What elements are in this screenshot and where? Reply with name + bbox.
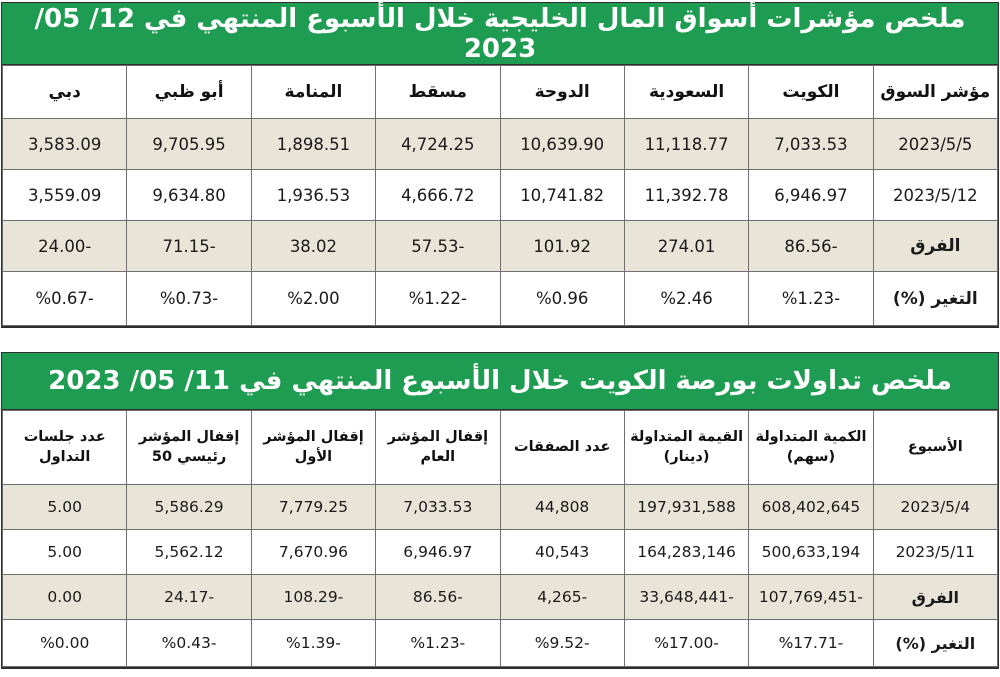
value-cell: 11,118.77 xyxy=(624,119,748,170)
value-cell: 197,931,588 xyxy=(624,485,748,530)
row-label-cell: 2023/5/5 xyxy=(873,119,997,170)
table-header xyxy=(3,411,998,485)
column-header-line1: السعودية xyxy=(648,82,725,102)
value-cell: 5.00 xyxy=(3,530,127,575)
value-cell: %0.67- xyxy=(3,272,127,326)
value-cell: %0.43- xyxy=(127,620,251,667)
value-cell: 9,634.80 xyxy=(127,170,251,221)
value-cell: 6,946.97 xyxy=(749,170,873,221)
column-header xyxy=(500,411,624,485)
value-cell: 5,586.29 xyxy=(127,485,251,530)
value-cell: 24.17- xyxy=(127,575,251,620)
value-cell: 7,033.53 xyxy=(749,119,873,170)
value-cell: 3,583.09 xyxy=(3,119,127,170)
column-header-line1: دبي xyxy=(48,82,81,102)
value-cell: 500,633,194 xyxy=(749,530,873,575)
value-cell: 4,666.72 xyxy=(376,170,500,221)
value-cell: 1,898.51 xyxy=(251,119,375,170)
value-cell: %17.71- xyxy=(749,620,873,667)
value-cell: 4,724.25 xyxy=(376,119,500,170)
value-cell: 71.15- xyxy=(127,221,251,272)
column-header xyxy=(376,66,500,119)
column-header xyxy=(3,411,127,485)
gulf-markets-table xyxy=(2,65,998,326)
value-cell: %1.23- xyxy=(749,272,873,326)
column-header-line1: الدوحة xyxy=(534,82,590,102)
table-row xyxy=(3,485,998,530)
value-cell: %2.00 xyxy=(251,272,375,326)
header-row xyxy=(3,411,998,485)
column-header-line2: التداول xyxy=(39,448,91,465)
value-cell: %17.00- xyxy=(624,620,748,667)
column-header xyxy=(624,66,748,119)
value-cell: 5.00 xyxy=(3,485,127,530)
column-header-line1: عدد جلسات xyxy=(23,428,106,445)
value-cell: 57.53- xyxy=(376,221,500,272)
column-header xyxy=(127,411,251,485)
column-header xyxy=(624,411,748,485)
value-cell: 40,543 xyxy=(500,530,624,575)
value-cell: %1.22- xyxy=(376,272,500,326)
column-header-line1: الكمية المتداولة xyxy=(755,428,867,445)
table-title: ملخص مؤشرات أسواق المال الخليجية خلال الأسبوع المنتهي في 12/ 05/ 2023 xyxy=(2,3,998,65)
column-header xyxy=(749,66,873,119)
column-header xyxy=(873,411,997,485)
value-cell: 7,033.53 xyxy=(376,485,500,530)
column-header-line1: الكويت xyxy=(782,82,840,102)
table-row xyxy=(3,530,998,575)
value-cell: %1.39- xyxy=(251,620,375,667)
header-row xyxy=(3,66,998,119)
column-header-line1: إقفال المؤشر xyxy=(138,428,240,445)
value-cell: %9.52- xyxy=(500,620,624,667)
row-label-cell: 2023/5/4 xyxy=(873,485,997,530)
value-cell: %0.00 xyxy=(3,620,127,667)
value-cell: 86.56- xyxy=(376,575,500,620)
row-label-cell: التغير (%) xyxy=(873,620,997,667)
value-cell: 274.01 xyxy=(624,221,748,272)
value-cell: 101.92 xyxy=(500,221,624,272)
value-cell: %2.46 xyxy=(624,272,748,326)
value-cell: 10,639.90 xyxy=(500,119,624,170)
column-header-line1: المنامة xyxy=(284,82,343,102)
row-label-cell: الفرق xyxy=(873,575,997,620)
value-cell: 107,769,451- xyxy=(749,575,873,620)
column-header-line2: (دينار) xyxy=(663,448,710,465)
value-cell: 9,705.95 xyxy=(127,119,251,170)
kuwait-boursa-trading-section xyxy=(1,352,999,669)
value-cell: 108.29- xyxy=(251,575,375,620)
column-header xyxy=(376,411,500,485)
value-cell: 6,946.97 xyxy=(376,530,500,575)
column-header-line2: العام xyxy=(420,448,456,465)
value-cell: 3,559.09 xyxy=(3,170,127,221)
column-header-line1: إقفال المؤشر xyxy=(387,428,489,445)
value-cell: 86.56- xyxy=(749,221,873,272)
column-header-line1: القيمة المتداولة xyxy=(630,428,744,445)
value-cell: %1.23- xyxy=(376,620,500,667)
column-header-line1: إقفال المؤشر xyxy=(263,428,364,445)
table-row xyxy=(3,170,998,221)
value-cell: 7,779.25 xyxy=(251,485,375,530)
table-body xyxy=(3,485,998,667)
table-body xyxy=(3,119,998,326)
value-cell: 7,670.96 xyxy=(251,530,375,575)
table-row xyxy=(3,119,998,170)
value-cell: 10,741.82 xyxy=(500,170,624,221)
value-cell: 11,392.78 xyxy=(624,170,748,221)
row-label-cell: 2023/5/12 xyxy=(873,170,997,221)
value-cell: 608,402,645 xyxy=(749,485,873,530)
table-header xyxy=(3,66,998,119)
column-header xyxy=(873,66,997,119)
column-header xyxy=(500,66,624,119)
gulf-markets-summary-section xyxy=(1,2,999,328)
table-row xyxy=(3,221,998,272)
table-row xyxy=(3,620,998,667)
value-cell: 5,562.12 xyxy=(127,530,251,575)
table-row xyxy=(3,575,998,620)
value-cell: 24.00- xyxy=(3,221,127,272)
column-header-line2: الأول xyxy=(294,448,333,465)
value-cell: 33,648,441- xyxy=(624,575,748,620)
value-cell: 38.02 xyxy=(251,221,375,272)
row-label-cell: الفرق xyxy=(873,221,997,272)
column-header-line2: رئيسي 50 xyxy=(151,448,227,465)
column-header-line1: مؤشر السوق xyxy=(880,82,991,102)
value-cell: 1,936.53 xyxy=(251,170,375,221)
kuwait-boursa-table xyxy=(2,410,998,667)
value-cell: 4,265- xyxy=(500,575,624,620)
column-header xyxy=(251,66,375,119)
column-header xyxy=(3,66,127,119)
column-header xyxy=(127,66,251,119)
table-row xyxy=(3,272,998,326)
column-header-line2: (سهم) xyxy=(786,448,836,465)
value-cell: 0.00 xyxy=(3,575,127,620)
column-header xyxy=(749,411,873,485)
column-header xyxy=(251,411,375,485)
column-header-line1: عدد الصفقات xyxy=(514,438,611,455)
row-label-cell: 2023/5/11 xyxy=(873,530,997,575)
value-cell: 164,283,146 xyxy=(624,530,748,575)
column-header-line1: مسقط xyxy=(408,82,467,102)
row-label-cell: التغير (%) xyxy=(873,272,997,326)
table-title: ملخص تداولات بورصة الكويت خلال الأسبوع المنتهي في 11/ 05/ 2023 xyxy=(2,353,998,410)
column-header-line1: الأسبوع xyxy=(907,438,963,455)
value-cell: 44,808 xyxy=(500,485,624,530)
value-cell: %0.73- xyxy=(127,272,251,326)
value-cell: %0.96 xyxy=(500,272,624,326)
column-header-line1: أبو ظبي xyxy=(154,82,224,102)
